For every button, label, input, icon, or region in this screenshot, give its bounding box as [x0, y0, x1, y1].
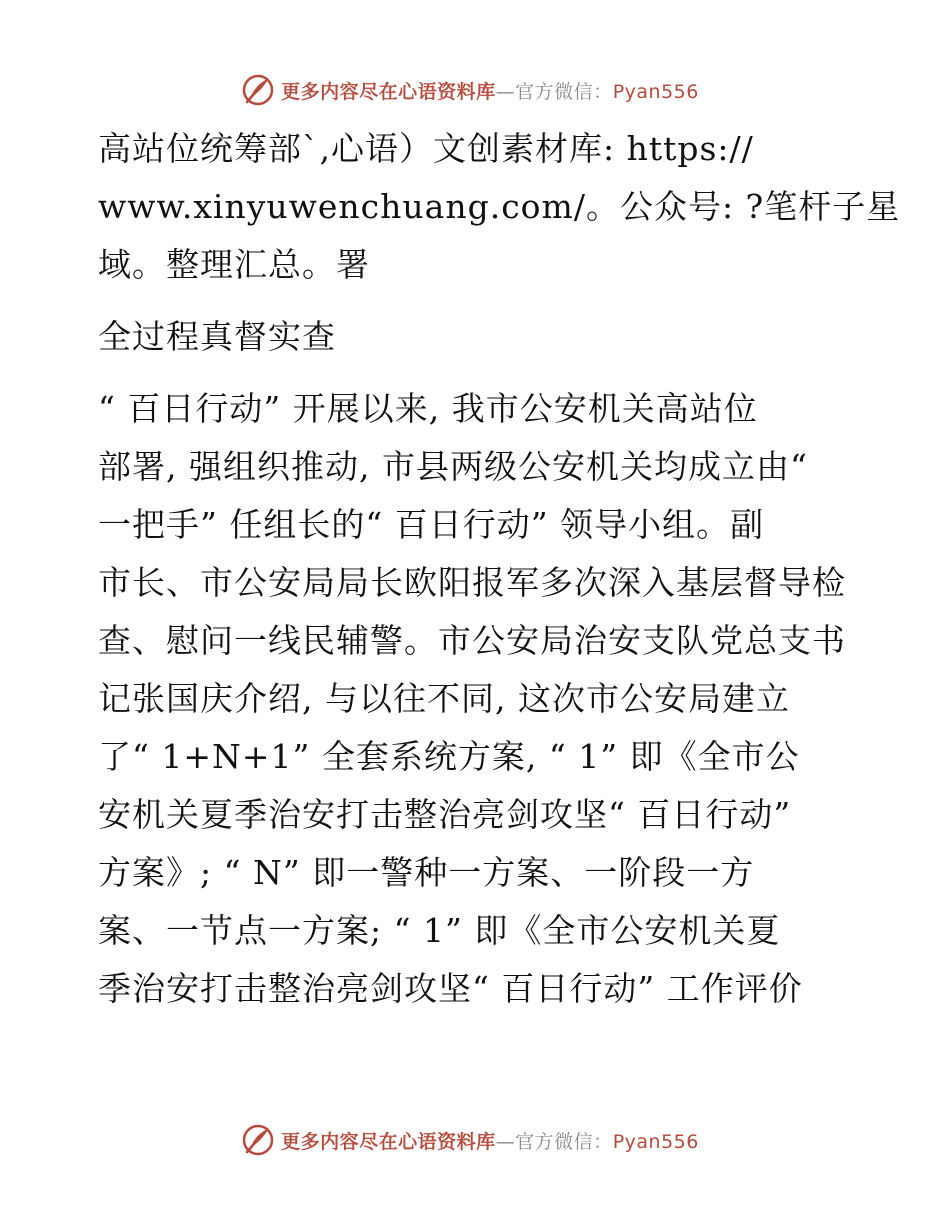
paragraph-line: 方案》; “ N” 即一警种一方案、一阶段一方 — [98, 853, 755, 892]
intro-line: 域。整理汇总。署 — [98, 245, 370, 284]
watermark-main-text: 更多内容尽在心语资料库 — [281, 1130, 496, 1153]
document-body — [98, 120, 901, 1018]
section-heading: 全过程真督实查 — [98, 317, 336, 356]
watermark-main-text: 更多内容尽在心语资料库 — [281, 80, 496, 103]
paragraph-line: 查、慰问一线民辅警。市公安局治安支队党总支书 — [98, 621, 846, 660]
watermark-handle-text: Pyan556 — [612, 80, 699, 103]
watermark-text — [281, 1127, 699, 1154]
paragraph-line: 记张国庆介绍, 与以往不同, 这次市公安局建立 — [98, 679, 790, 718]
footer-watermark — [0, 1120, 950, 1160]
paragraph-line: 一把手” 任组长的“ 百日行动” 领导小组。副 — [98, 505, 765, 544]
paragraph-line: 了“ 1+N+1” 全套系统方案, “ 1” 即《全市公 — [98, 737, 800, 776]
footer-watermark-inner — [241, 1123, 699, 1157]
paragraph-line: 季治安打击整治亮剑攻坚“ 百日行动” 工作评价 — [98, 969, 803, 1008]
header-watermark — [0, 70, 950, 110]
paragraph-line: 案、一节点一方案; “ 1” 即《全市公安机关夏 — [98, 911, 781, 950]
watermark-separator-text: —官方微信： — [495, 80, 613, 103]
header-watermark-inner — [241, 73, 699, 107]
intro-line: 高站位统筹部`,心语）文创素材库: https:// — [98, 129, 754, 168]
watermark-text — [281, 77, 699, 104]
feather-pen-logo-icon — [241, 1123, 275, 1157]
watermark-handle-text: Pyan556 — [612, 1130, 699, 1153]
paragraph-line: 安机关夏季治安打击整治亮剑攻坚“ 百日行动” — [98, 795, 792, 834]
paragraph-line: “ 百日行动” 开展以来, 我市公安机关高站位 — [98, 389, 758, 428]
feather-pen-logo-icon — [241, 73, 275, 107]
paragraph-line: 市长、市公安局局长欧阳报军多次深入基层督导检 — [98, 563, 846, 602]
watermark-separator-text: —官方微信： — [495, 1130, 613, 1153]
paragraph-line: 部署, 强组织推动, 市县两级公安机关均成立由“ — [98, 447, 808, 486]
intro-line: www.xinyuwenchuang.com/。公众号: ?笔杆子星 — [98, 187, 901, 226]
